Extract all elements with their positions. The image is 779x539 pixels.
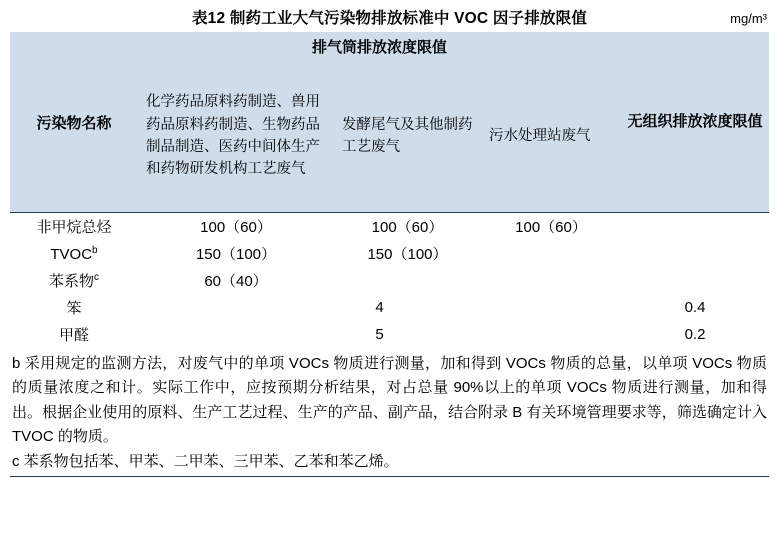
table-header-row-1 (10, 32, 769, 60)
table-row (10, 321, 769, 348)
row-value-benzene-series-fugitive (621, 267, 769, 294)
row-value-nmhc-c1: 100（60） (138, 213, 334, 241)
row-value-benzene-series-c3 (481, 267, 621, 294)
row-value-tvoc-c1: 150（100） (195, 246, 277, 263)
table-row (10, 213, 769, 241)
row-name-benzene-series-text: 苯系物 (48, 273, 94, 290)
row-name-benzene-series (10, 267, 138, 294)
header-col-chemical-api: 化学药品原料药制造、兽用药品原料药制造、生物药品制品制造、医药中间体生产和药物研发机构工艺废气 (138, 60, 334, 213)
row-value-benzene-fugitive: 0.4 (684, 299, 706, 316)
row-value-tvoc-fugitive (621, 240, 769, 267)
note-b: b 采用规定的监测方法，对废气中的单项 VOCs 物质进行测量，加和得到 VOCs 物质的总量，以单项 VOCs 物质的质量浓度之和计。实际工作中，应按预期分析结果，对占总量 90%以上的单项 VOCs 物质进行测量，加和得出。根据企业使用的原料、生产工艺过程、生产的产品、副产品，结合附录 B 有关环境管理要求等，筛选确定计入 TVOC 的物质。 (12, 355, 767, 445)
row-value-tvoc-c3 (481, 240, 621, 267)
table-caption: 表12 制药工业大气污染物排放标准中 VOC 因子排放限值 (191, 10, 588, 27)
header-col-fermentation: 发酵尾气及其他制药工艺废气 (334, 60, 481, 213)
table-row (10, 240, 769, 267)
unit-label: mg/m³ (730, 11, 767, 26)
row-value-benzene-series-c2 (334, 267, 481, 294)
row-name-nmhc: 非甲烷总烃 (10, 213, 138, 241)
voc-limits-table (10, 32, 769, 348)
row-value-nmhc-c3: 100（60） (481, 213, 621, 241)
table-row (10, 294, 769, 321)
table-row (10, 267, 769, 294)
header-stack-group: 排气筒排放浓度限值 (138, 32, 621, 60)
row-name-benzene: 笨 (66, 300, 82, 317)
row-value-nmhc-fugitive (621, 213, 769, 241)
row-value-formaldehyde-stack: 5 (375, 326, 384, 343)
row-name-tvoc-footnote: b (92, 244, 98, 256)
table-notes (10, 352, 769, 474)
header-fugitive-limit: 无组织排放浓度限值 (621, 32, 769, 213)
note-c: c 苯系物包括苯、甲苯、二甲苯、三甲苯、乙苯和苯乙烯。 (12, 453, 399, 471)
table-caption-row (10, 6, 769, 32)
row-name-tvoc (10, 240, 138, 267)
table-bottom-rule (10, 476, 769, 477)
header-col-wastewater: 污水处理站废气 (481, 60, 621, 213)
header-pollutant-name: 污染物名称 (10, 32, 138, 213)
row-value-formaldehyde-fugitive: 0.2 (684, 326, 706, 343)
row-name-formaldehyde: 甲醛 (58, 327, 89, 344)
row-name-tvoc-text: TVOC (50, 245, 93, 263)
row-value-nmhc-c2: 100（60） (334, 213, 481, 241)
row-value-benzene-stack: 4 (375, 299, 384, 316)
row-name-benzene-series-footnote: c (94, 272, 99, 283)
row-value-tvoc-c2: 150（100） (367, 246, 448, 263)
row-value-benzene-series-c1: 60（40） (204, 273, 268, 290)
